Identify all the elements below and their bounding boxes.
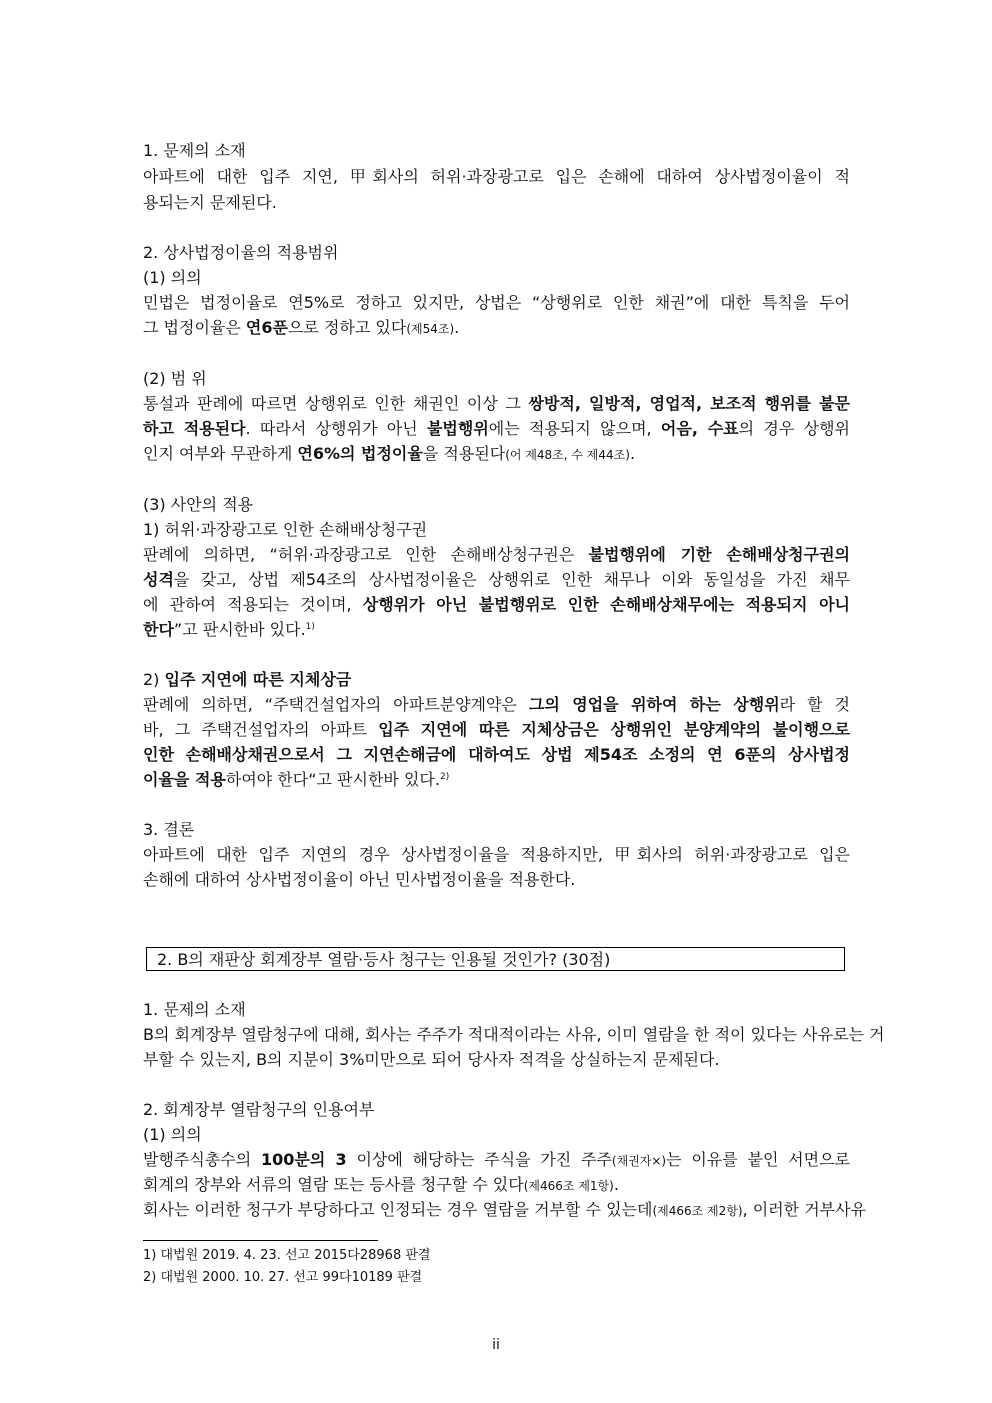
paragraph-line: 한다”고 판시한바 있다.$^{1)}$ [143,620,315,639]
paragraph-line: 판례에 의하면, “허위·과장광고로 인한 손해배상청구권은 불법행위에 기한 손해배상청구권의 [143,545,850,564]
paragraph-line: 인한 손해배상채권으로서 그 지연손해금에 대하여도 상법 제54조 소정의 연 6푼의 상사법정 [143,745,850,764]
heading-inspection-claim: 2. 회계장부 열람청구의 인용여부 [143,1100,375,1119]
heading-scope: 2. 상사법정이율의 적용범위 [143,243,339,262]
footnote: 1) 대법원 2019. 4. 23. 선고 2015다28968 판결 [143,1248,431,1263]
subheading-delay-penalty: 2) 입주 지연에 따른 지체상금 [143,670,352,689]
paragraph-line: 발행주식총수의 100분의 3 이상에 해당하는 주식을 가진 주주(채권자×)는 이유를 붙인 서면으로 [143,1150,850,1169]
paragraph-line: 이율을 적용하여야 한다“고 판시한바 있다.$^{2)}$ [143,770,450,789]
subheading-meaning: (1) 의의 [143,268,202,287]
heading-issue: 1. 문제의 소재 [143,1000,246,1019]
paragraph-line: 하고 적용된다. 따라서 상행위가 아닌 불법행위에는 적용되지 않으며, 어음, 수표의 경우 상행위 [143,419,850,438]
subheading-application: (3) 사안의 적용 [143,495,254,514]
heading-issue: 1. 문제의 소재 [143,141,246,160]
subheading-false-ad: 1) 허위·과장광고로 인한 손해배상청구권 [143,520,428,539]
paragraph-line: 회계의 장부와 서류의 열람 또는 등사를 청구할 수 있다(제466조 제1항). [143,1175,619,1194]
footnote-divider [143,1240,378,1241]
question-box: 2. B의 재판상 회계장부 열람·등사 청구는 인용될 것인가? (30점) [146,947,845,971]
footnote: 2) 대법원 2000. 10. 27. 선고 99다10189 판결 [143,1270,423,1285]
paragraph-line: 통설과 판례에 따르면 상행위로 인한 채권인 이상 그 쌍방적, 일방적, 영업적, 보조적 행위를 불문 [143,394,851,413]
paragraph-line: 부할 수 있는지, B의 지분이 3%미만으로 되어 당사자 적격을 상실하는지 문제된다. [143,1050,720,1069]
paragraph-line: B의 회계장부 열람청구에 대해, 회사는 주주가 적대적이라는 사유, 이미 열람을 한 적이 있다는 사유로는 거 [143,1025,885,1044]
paragraph-line: 성격을 갖고, 상법 제54조의 상사법정이율은 상행위로 인한 채무나 이와 동일성을 가진 채무 [143,570,850,589]
paragraph-line: 바, 그 주택건설업자의 아파트 입주 지연에 따른 지체상금은 상행위인 분양계약의 불이행으로 [143,720,851,739]
subheading-meaning: (1) 의의 [143,1125,202,1144]
paragraph-line: 아파트에 대한 입주 지연의 경우 상사법정이율을 적용하지만, 甲회사의 허위·과장광고로 입은 [143,845,850,864]
page-number: ii [492,1337,500,1353]
paragraph-line: 손해에 대하여 상사법정이율이 아닌 민사법정이율을 적용한다. [143,870,576,889]
paragraph-line: 인지 여부와 무관하게 연6%의 법정이율을 적용된다(어 제48조, 수 제44조). [143,444,636,463]
paragraph-line: 민법은 법정이율로 연5%로 정하고 있지만, 상법은 “상행위로 인한 채권”에 대한 특칙을 두어 [143,293,850,312]
footnote-ref: 1) [305,622,315,632]
heading-conclusion: 3. 결론 [143,820,195,839]
paragraph-line: 아파트에 대한 입주 지연, 甲회사의 허위·과장광고로 입은 손해에 대하여 상사법정이율이 적 [143,167,850,186]
subheading-range: (2) 범 위 [143,369,207,388]
paragraph-line: 에 관하여 적용되는 것이며, 상행위가 아닌 불법행위로 인한 손해배상채무에는 적용되지 아니 [143,595,850,614]
paragraph-line: 용되는지 문제된다. [143,193,277,212]
paragraph-line: 그 법정이율은 연6푼으로 정하고 있다(제54조). [143,318,460,337]
paragraph-line: 판례에 의하면, “주택건설업자의 아파트분양계약은 그의 영업을 위하여 하는 상행위라 할 것 [143,695,850,714]
paragraph-line: 회사는 이러한 청구가 부당하다고 인정되는 경우 열람을 거부할 수 있는데(제466조 제2항), 이러한 거부사유 [143,1200,867,1219]
footnote-ref: 2) [439,772,450,782]
